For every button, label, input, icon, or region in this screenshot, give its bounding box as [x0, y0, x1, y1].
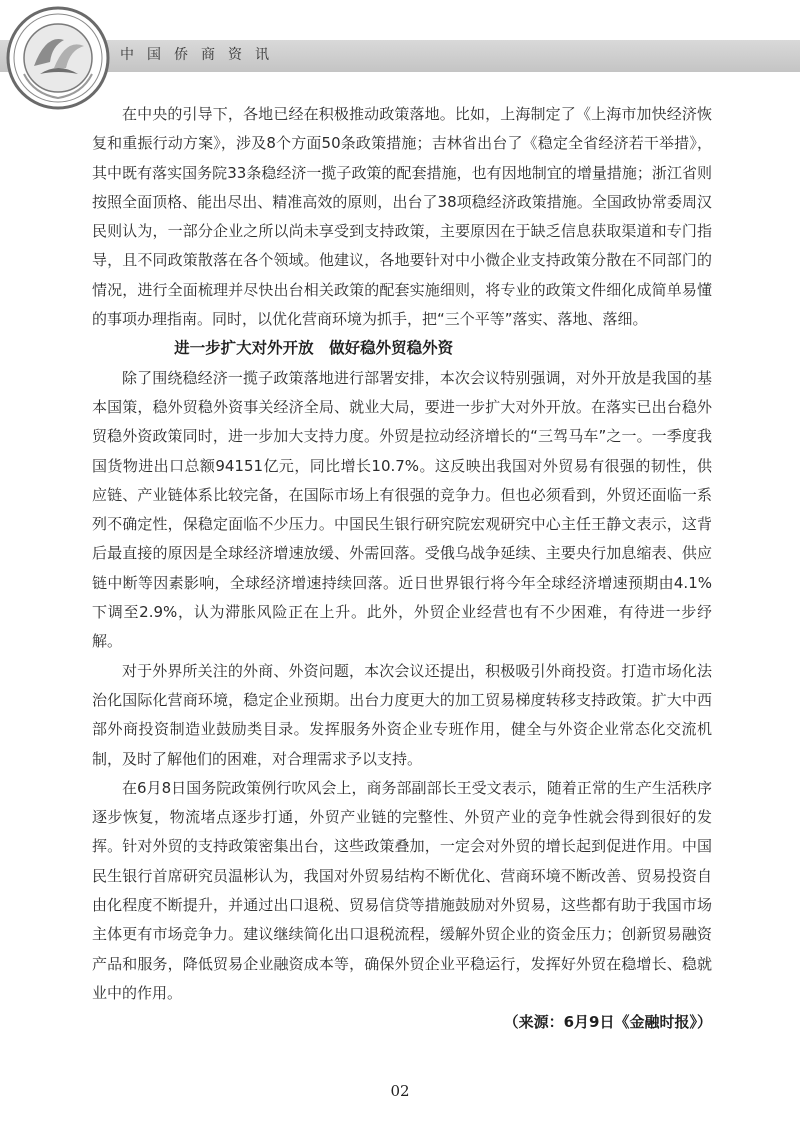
page-number: 02: [390, 1082, 410, 1100]
paragraph-opening-up: 除了围绕稳经济一揽子政策落地进行部署安排，本次会议特别强调，对外开放是我国的基本国策，稳外贸稳外资事关经济全局、就业大局，要进一步扩大对外开放。在落实已出台稳外贸稳外资政策同时，进一步加大支持力度。外贸是拉动经济增长的“三驾马车”之一。一季度我国货物进出口总额94151亿元，同比增长10.7%。这反映出我国对外贸易有很强的韧性，供应链、产业链体系比较完备，在国际市场上有很强的竞争力。但也必须看到，外贸还面临一系列不确定性，保稳定面临不少压力。中国民生银行研究院宏观研究中心主任王静文表示，这背后最直接的原因是全球经济增速放缓、外需回落。受俄乌战争延续、主要央行加息缩表、供应链中断等因素影响，全球经济增速持续回落。近日世界银行将今年全球经济增速预期由4.1%下调至2.9%，认为滞胀风险正在上升。此外，外贸企业经营也有不少困难，有待进一步纾解。: [92, 368, 712, 651]
article-source: （来源：6月9日《金融时报》）: [503, 1013, 712, 1032]
article-body: [92, 100, 712, 1038]
header-title: 中国侨商资讯: [120, 47, 282, 63]
section-heading: 进一步扩大对外开放 做好稳外贸稳外资: [174, 339, 454, 358]
paragraph-foreign-investment: 对于外界所关注的外商、外资问题，本次会议还提出，积极吸引外商投资。打造市场化法治化国际化营商环境，稳定企业预期。出台力度更大的加工贸易梯度转移支持政策。扩大中西部外商投资制造业鼓励类目录。发挥服务外资企业专班作用，健全与外资企业常态化交流机制，及时了解他们的困难，对合理需求予以支持。: [92, 661, 712, 768]
paragraph-trade-support: 在6月8日国务院政策例行吹风会上，商务部副部长王受文表示，随着正常的生产生活秩序逐步恢复，物流堵点逐步打通，外贸产业链的完整性、外贸产业的竞争性就会得到很好的发挥。针对外贸的支持政策密集出台，这些政策叠加，一定会对外贸的增长起到促进作用。中国民生银行首席研究员温彬认为，我国对外贸易结构不断优化、营商环境不断改善、贸易投资自由化程度不断提升，并通过出口退税、贸易信贷等措施鼓励对外贸易，这些都有助于我国市场主体更有市场竞争力。建议继续简化出口退税流程，缓解外贸企业的资金压力；创新贸易融资产品和服务，降低贸易企业融资成本等，确保外贸企业平稳运行，发挥好外贸在稳增长、稳就业中的作用。: [92, 778, 712, 1002]
paragraph-policy-implementation: 在中央的引导下，各地已经在积极推动政策落地。比如，上海制定了《上海市加快经济恢复和重振行动方案》，涉及8个方面50条政策措施；吉林省出台了《稳定全省经济若干举措》，其中既有落实国务院33条稳经济一揽子政策的配套措施，也有因地制宜的增量措施；浙江省则按照全面顶格、能出尽出、精准高效的原则，出台了38项稳经济政策措施。全国政协常委周汉民则认为，一部分企业之所以尚未享受到支持政策，主要原因在于缺乏信息获取渠道和专门指导，且不同政策散落在各个领域。他建议，各地要针对中小微企业支持政策分散在不同部门的情况，进行全面梳理并尽快出台相关政策的配套实施细则，将专业的政策文件细化成简单易懂的事项办理指南。同时，以优化营商环境为抓手，把“三个平等”落实、落地、落细。: [92, 105, 712, 329]
association-logo-icon: [4, 4, 112, 112]
